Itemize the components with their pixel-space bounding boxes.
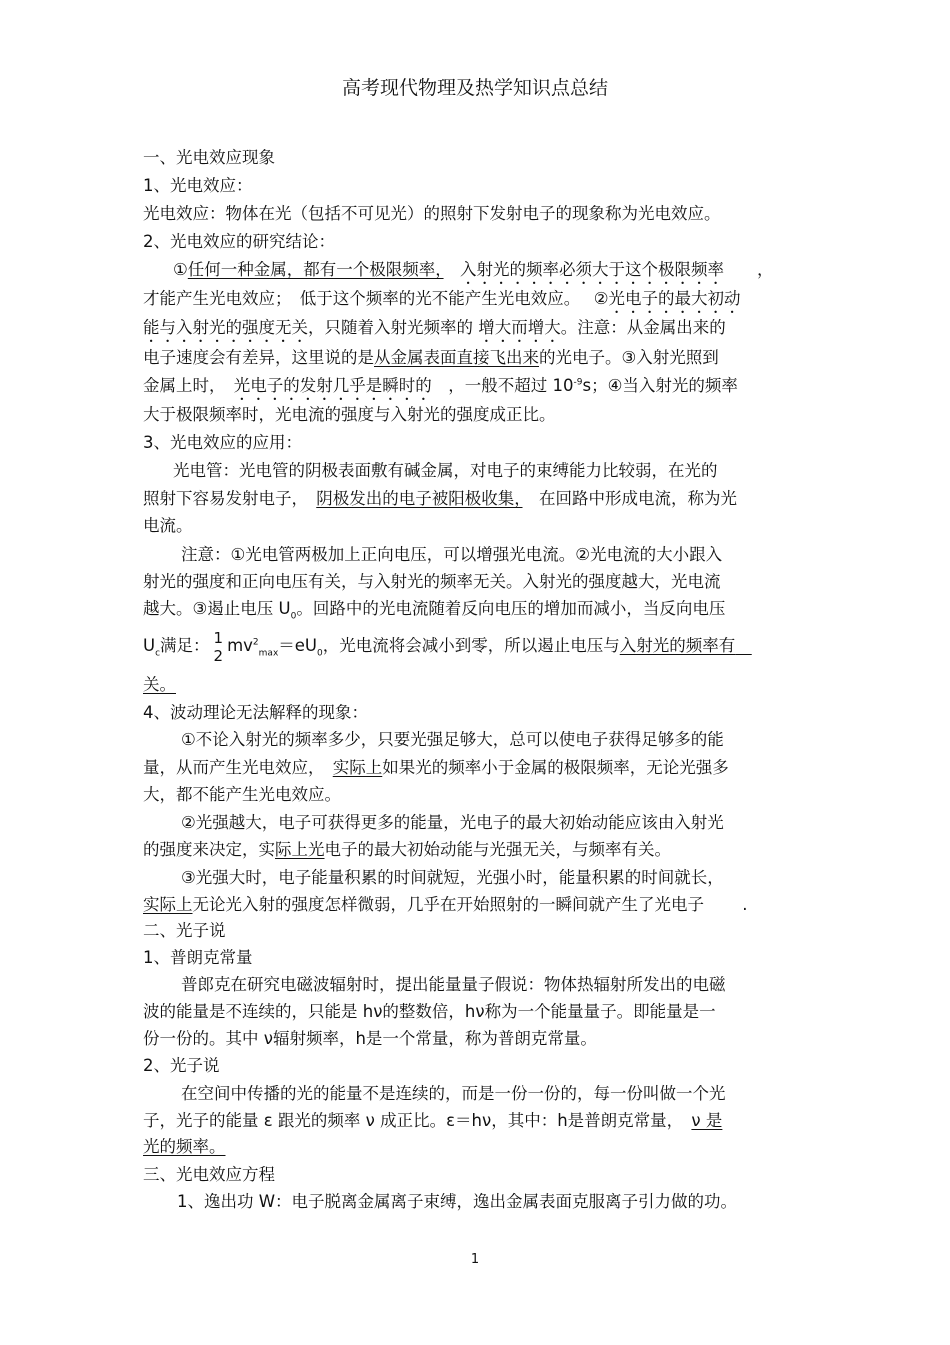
text-run: 满足： — [160, 636, 210, 655]
paragraph-line — [143, 486, 808, 512]
underlined-text: 任何一种金属，都有一个极限频率， — [187, 260, 444, 279]
paragraph-line: 普郎克在研究电磁波辐射时，提出能量量子假说：物体热辐射所发出的电磁 — [181, 975, 726, 994]
dotted-text: 光电子的发射几乎是瞬时的 — [233, 376, 432, 395]
text-run: ① — [173, 260, 188, 279]
paragraph-line: 大，都不能产生光电效应。 — [143, 785, 341, 804]
underlined-text: 从金属表面直接飞出来 — [374, 348, 539, 367]
text-run: U — [143, 636, 156, 655]
text-run: ，只随着入射光频率的 — [308, 318, 473, 337]
exponent: -9 — [573, 377, 583, 388]
paragraph-line: 光电管：光电管的阴极表面敷有碱金属，对电子的束缚能力比较弱，在光的 — [173, 461, 718, 480]
text-run: 金属上时， — [143, 376, 218, 395]
dotted-text: 入射光的频率必须大于这个极限频率 — [460, 260, 725, 279]
underlined-text: 光的频率。 — [143, 1137, 226, 1156]
text-run: mv — [227, 636, 253, 655]
paragraph-line — [143, 755, 808, 781]
paragraph-line: 份一份的。其中 ν辐射频率，h是一个常量，称为普朗克常量。 — [143, 1029, 597, 1048]
paragraph-line: ①不论入射光的频率多少，只要光强足够大，总可以使电子获得足够多的能 — [181, 730, 724, 749]
superscript: 2 — [252, 637, 259, 648]
paragraph-line: 波的能量是不连续的，只能是 hν的整数倍，hν称为一个能量量子。即能量是一 — [143, 1002, 716, 1021]
text-run: 照射下容易发射电子， — [143, 489, 300, 508]
page-number: 1 — [470, 1252, 480, 1267]
subscript: 0 — [290, 611, 297, 622]
text-run: 。回路中的光电流随着反向电压的增加而减小，当反向电压 — [296, 599, 726, 618]
paragraph-line — [143, 672, 808, 698]
subheading-1-3: 3、光电效应的应用： — [143, 433, 302, 452]
text-run: 在回路中形成电流，称为光 — [539, 489, 737, 508]
subscript: max — [258, 648, 279, 659]
paragraph-line — [143, 1108, 808, 1134]
text-run: 量，从而产生光电效应， — [143, 758, 317, 777]
document-title: 高考现代物理及热学知识点总结 — [341, 77, 608, 99]
underlined-text: 关。 — [143, 675, 176, 694]
paragraph-line: ②光强越大，电子可获得更多的能量，光电子的最大初始动能应该由入射光 — [181, 813, 724, 832]
text-run: 电子速度会有差异，这里说的是 — [143, 348, 374, 367]
section-heading-2: 二、光子说 — [143, 921, 226, 940]
text-run: 。注意：从金属出来的 — [560, 318, 726, 337]
subscript: 0 — [317, 648, 323, 659]
paragraph-line — [143, 315, 808, 346]
text-run: . — [742, 895, 748, 914]
paragraph-line: 电流。 — [143, 516, 193, 535]
text-run: 无论光入射的强度怎样微弱，几乎在开始照射的一瞬间就产生了光电子 — [192, 895, 704, 914]
text-run: 子，光子的能量 ε 跟光的频率 ν 成正比。ε＝hν，其中：h是普朗克常量， — [143, 1111, 675, 1130]
text-run: ② — [593, 289, 609, 308]
text-run: 越大。③遏止电压 U — [143, 599, 291, 618]
subheading-1-1: 1、光电效应： — [143, 176, 253, 195]
subheading-1-2: 2、光电效应的研究结论： — [143, 232, 335, 251]
underlined-text: 入射光的频率有 — [619, 636, 736, 655]
equation-line — [143, 624, 808, 668]
text-run: 才能产生光电效应； — [143, 289, 284, 308]
text-run: 电子的最大初始动能与光强无关，与频率有关。 — [324, 840, 671, 859]
paragraph-line: ③光强大时，电子能量积累的时间就短，光强小时，能量积累的时间就长， — [181, 868, 724, 887]
paragraph-line — [143, 1134, 808, 1160]
paragraph-1-1: 光电效应：物体在光（包括不可见光）的照射下发射电子的现象称为光电效应。 — [143, 204, 721, 223]
text-run: ＝eU — [278, 636, 317, 655]
paragraph-line: 在空间中传播的光的能量不是连续的，而是一份一份的，每一份叫做一个光 — [181, 1084, 726, 1103]
text-run: 的光电子。③入射光照到 — [539, 348, 719, 367]
fraction-numerator: 1 — [213, 628, 224, 647]
underlined-text: 实际上 — [143, 895, 193, 914]
paragraph-line — [143, 345, 808, 371]
paragraph-line — [143, 837, 808, 863]
text-run: 低于这个频率的光不能产生光电效应。 — [299, 289, 572, 308]
fraction-denominator: 2 — [213, 646, 224, 665]
dotted-text: 能与入射光的强度无关 — [143, 318, 308, 337]
section-heading-3: 三、光电效应方程 — [143, 1165, 275, 1184]
text-run: 的强度来决定，实 — [143, 840, 275, 859]
fraction — [214, 629, 224, 665]
text-run: 如果光的频率小于金属的极限频率，无论光强多 — [382, 758, 729, 777]
subscript: c — [155, 648, 161, 659]
underlined-text: 阴极发出的电子被阳极收集， — [316, 489, 523, 508]
paragraph-line — [143, 596, 808, 622]
text-run: ，光电流将会减小到零，所以遏止电压与 — [322, 636, 620, 655]
section-heading-1: 一、光电效应现象 — [143, 148, 275, 167]
paragraph-line: 1、逸出功 W：电子脱离金属离子束缚，逸出金属表面克服离子引力做的功。 — [177, 1192, 738, 1211]
underlined-text: 实际上 — [332, 758, 383, 777]
subheading-1-4: 4、波动理论无法解释的现象： — [143, 703, 368, 722]
dotted-text: 光电子的最大初动 — [608, 289, 741, 308]
text-run: s；④当入射光的频率 — [582, 376, 738, 395]
subheading-2-1: 1、普朗克常量 — [143, 948, 253, 967]
subheading-2-2: 2、光子说 — [143, 1056, 220, 1075]
paragraph-line: 大于极限频率时，光电流的强度与入射光的强度成正比。 — [143, 405, 556, 424]
text-run: ， — [757, 260, 774, 279]
text-run: ，一般不超过 10 — [448, 376, 574, 395]
dotted-text: 增大而增大 — [478, 318, 561, 337]
paragraph-line: 射光的强度和正向电压有关，与入射光的频率无关。入射光的强度越大，光电流 — [143, 572, 721, 591]
underlined-text: 际上光 — [275, 840, 325, 859]
underlined-text: ν 是 — [691, 1111, 723, 1130]
paragraph-line — [143, 286, 808, 317]
paragraph-line — [143, 257, 808, 288]
paragraph-line — [143, 373, 808, 404]
paragraph-line: 注意：①光电管两极加上正向电压，可以增强光电流。②光电流的大小跟入 — [181, 545, 723, 564]
paragraph-line — [143, 892, 808, 918]
